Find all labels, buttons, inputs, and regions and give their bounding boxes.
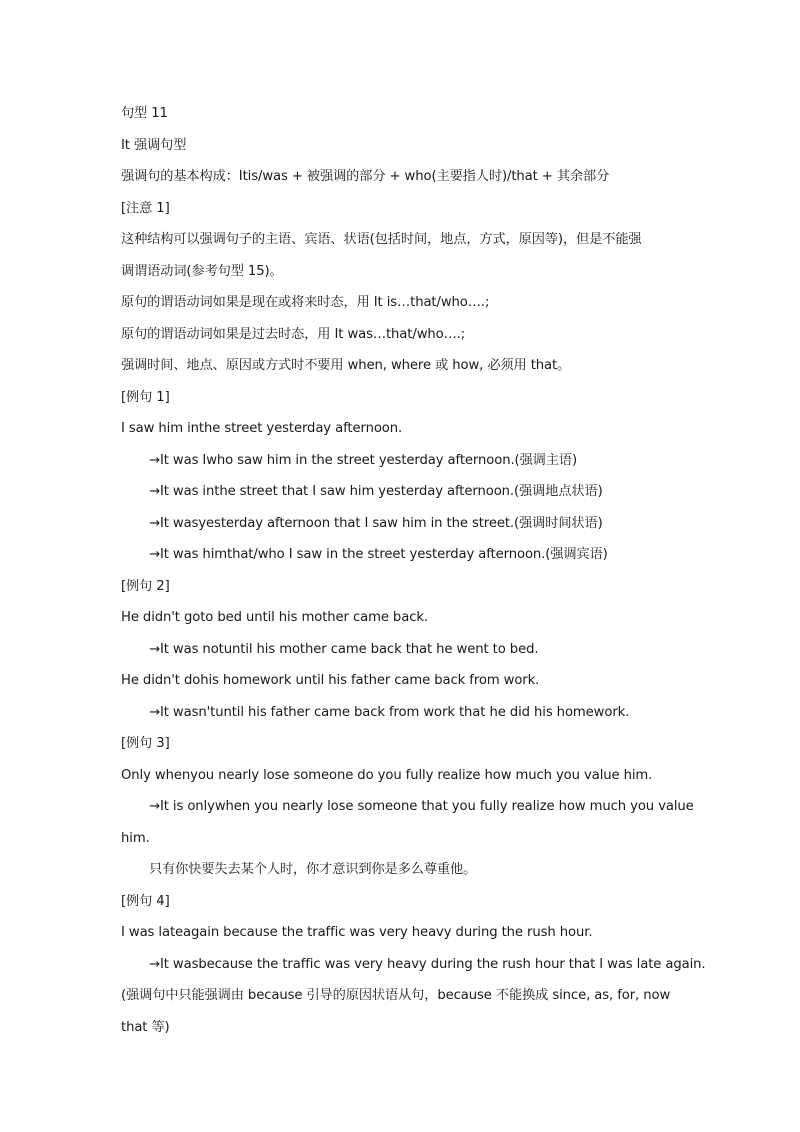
example-1-transform-object: →It was himthat/who I saw in the street yesterday afternoon.(强调宾语) [149, 547, 608, 562]
note-text-1: 这种结构可以强调句子的主语、宾语、状语(包括时间，地点，方式，原因等)，但是不能强 [121, 232, 642, 247]
example-4-note-2: that 等) [121, 1019, 170, 1035]
example-2-transform-b: →It wasn'tuntil his father came back from work that he did his homework. [149, 704, 630, 720]
example-4-transform: →It wasbecause the traffic was very heavy during the rush hour that I was late again. [149, 956, 706, 972]
example-1-transform-time: →It wasyesterday afternoon that I saw him in the street.(强调时间状语) [149, 515, 603, 531]
example-4-note-1: (强调句中只能强调由 because 引导的原因状语从句，because 不能换成 since, as, for, now [121, 988, 671, 1003]
pattern-title: It 强调句型 [121, 137, 187, 153]
basic-structure: 强调句的基本构成：Itis/was + 被强调的部分 + who(主要指人时)/that + 其余部分 [121, 169, 610, 184]
pattern-number: 句型 11 [121, 106, 168, 121]
example-4-label: [例句 4] [121, 893, 170, 909]
example-2-sentence-b: He didn't dohis homework until his father came back from work. [121, 673, 540, 688]
example-4-sentence: I was lateagain because the traffic was very heavy during the rush hour. [121, 925, 593, 940]
example-3-translation: 只有你快要失去某个人时，你才意识到你是多么尊重他。 [149, 862, 477, 877]
example-2-label: [例句 2] [121, 578, 170, 594]
example-1-sentence: I saw him inthe street yesterday afternoon. [121, 421, 403, 436]
example-3-transform: →It is onlywhen you nearly lose someone that you fully realize how much you value [149, 799, 694, 814]
note-label: [注意 1] [121, 200, 170, 216]
example-3-sentence: Only whenyou nearly lose someone do you fully realize how much you value him. [121, 767, 653, 783]
note-text-2: 调谓语动词(参考句型 15)。 [121, 263, 283, 279]
example-1-label: [例句 1] [121, 389, 170, 405]
present-tense-rule: 原句的谓语动词如果是现在或将来时态，用 It is…that/who….; [121, 295, 490, 310]
past-tense-rule: 原句的谓语动词如果是过去时态，用 It was…that/who….; [121, 326, 466, 342]
example-3-label: [例句 3] [121, 736, 170, 751]
example-2-sentence-a: He didn't goto bed until his mother came back. [121, 610, 428, 625]
example-3-transform-cont: him. [121, 830, 150, 846]
example-2-transform-a: →It was notuntil his mother came back that he went to bed. [149, 641, 539, 657]
example-1-transform-place: →It was inthe street that I saw him yesterday afternoon.(强调地点状语) [149, 484, 603, 499]
example-1-transform-subject: →It was Iwho saw him in the street yesterday afternoon.(强调主语) [149, 452, 577, 468]
document-body [121, 98, 706, 1043]
that-rule: 强调时间、地点、原因或方式时不要用 when, where 或 how, 必须用 that。 [121, 358, 571, 373]
